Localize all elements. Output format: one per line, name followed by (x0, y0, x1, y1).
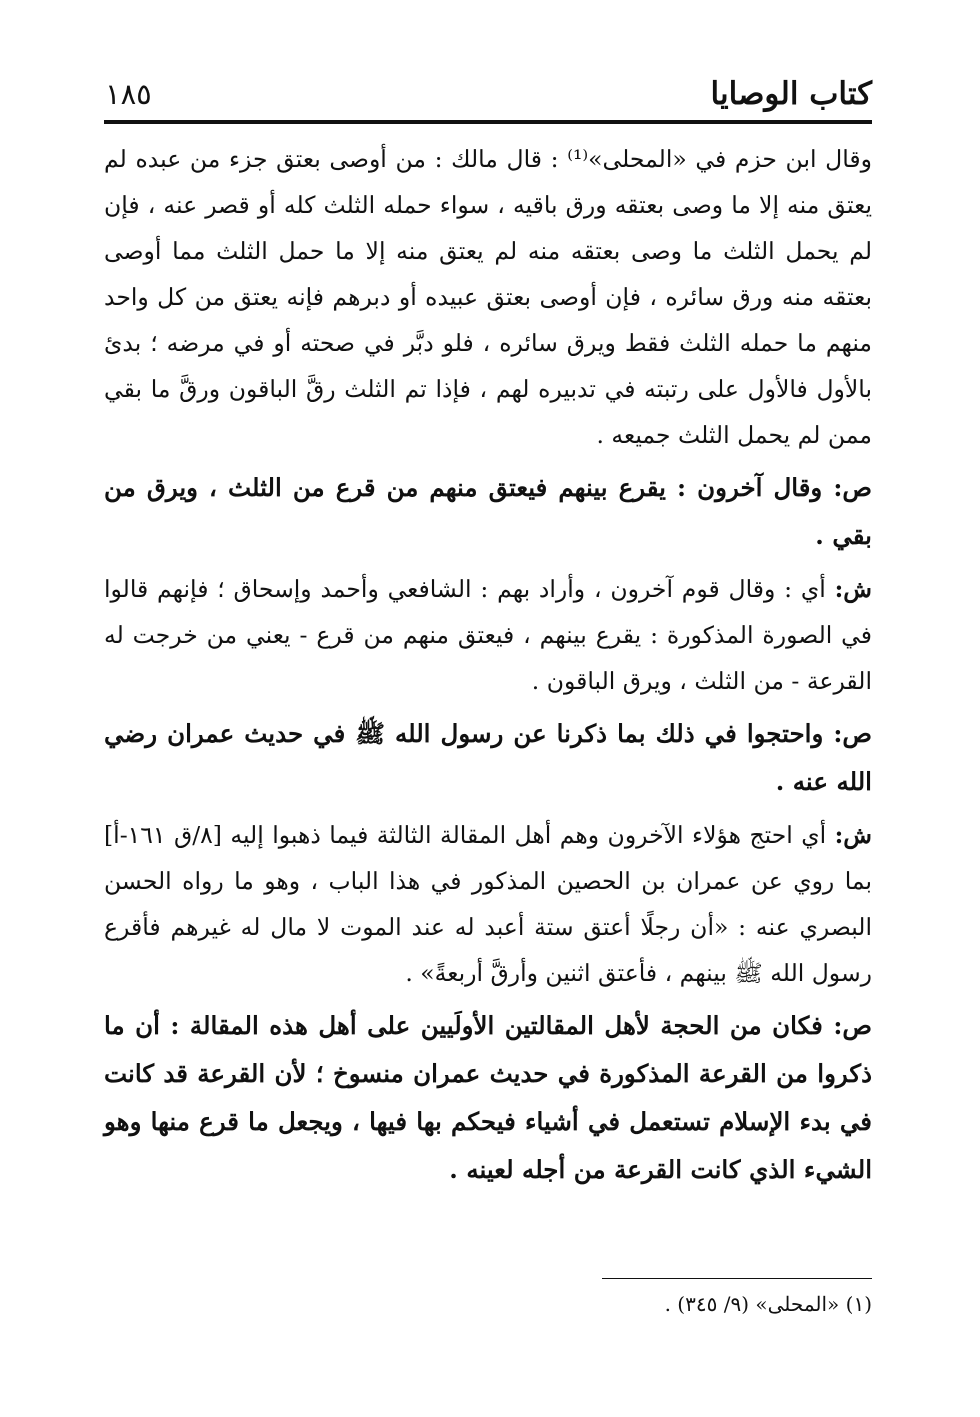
footnote-rule (602, 1278, 872, 1279)
page-header (105, 70, 872, 118)
page-number: ١٨٥ (105, 77, 152, 111)
paragraph-text: واحتجوا في ذلك بما ذكرنا عن رسول الله ﷺ في حديث عمران رضي الله عنه . (104, 719, 872, 796)
shin-marker: ش: (834, 821, 872, 849)
paragraph-text: فكان من الحجة لأهل المقالتين الأولَيين على أهل هذه المقالة : أن ما ذكروا من القرعة المذكورة في حديث عمران منسوخ ؛ لأن القرعة قد كانت في بدء الإسلام تستعمل في أشياء فيحكم بها فيها ، ويجعل ما قرع منها وهو الشيء الذي كانت القرعة من أجله لعينه . (104, 1011, 872, 1184)
paragraph-shin-1 (104, 566, 872, 704)
shin-marker: ش: (834, 575, 872, 603)
paragraph-sad-1 (104, 464, 872, 560)
paragraph-shin-2 (104, 812, 872, 996)
sad-marker: ص: (833, 1011, 872, 1040)
paragraph-sad-3 (104, 1002, 872, 1194)
header-rule (104, 120, 872, 124)
footnote: (١) «المحلى» (٩/ ٣٤٥) . (664, 1292, 872, 1316)
paragraph-text: أي : وقال قوم آخرون ، وأراد بهم : الشافعي وأحمد وإسحاق ؛ فإنهم قالوا في الصورة المذكورة : يقرع بينهم ، فيعتق منهم من قرع - يعني من خرجت له القرعة - من الثلث ، ويرق الباقون . (104, 575, 872, 695)
sad-marker: ص: (833, 473, 872, 502)
paragraph-sad-2 (104, 710, 872, 806)
paragraph-text: وقال آخرون : يقرع بينهم فيعتق منهم من قرع من الثلث ، ويرق من بقي . (104, 473, 872, 550)
sad-marker: ص: (833, 719, 872, 748)
main-text (104, 136, 872, 1200)
paragraph-text: وقال ابن حزم في «المحلى»⁽¹⁾ : قال مالك : من أوصى بعتق جزء من عبده لم يعتق منه إلا ما وصى بعتقه ورق باقيه ، سواء حمله الثلث كله أو قصر عنه ، فإن لم يحمل الثلث ما وصى بعتقه منه لم يعتق منه إلا ما حمل الثلث مما أوصى بعتقه منه ورق سائره ، فإن أوصى بعتق عبيده أو دبرهم فإنه يعتق من كل واحد منهم ما حمله الثلث فقط ويرق سائره ، فلو دبَّر في صحته أو في مرضه ؛ بدئ بالأول فالأول على رتبته في تدبيره لهم ، فإذا تم الثلث رقَّ الباقون ورقَّ ما بقي ممن لم يحمل الثلث جميعه . (104, 145, 872, 449)
paragraph-ibn-hazm (104, 136, 872, 458)
paragraph-text: أي احتج هؤلاء الآخرون وهم أهل المقالة الثالثة فيما ذهبوا إليه [٨/ق ١٦١-أ] بما روي عن عمران بن الحصين المذكور في هذا الباب ، وهو ما رواه الحسن البصري عنه : «أن رجلًا أعتق ستة أعبد له عند الموت لا مال له غيرهم فأقرع رسول الله ﷺ بينهم ، فأعتق اثنين وأرقَّ أربعةً» . (104, 821, 872, 987)
book-title: كتاب الوصايا (710, 76, 872, 112)
